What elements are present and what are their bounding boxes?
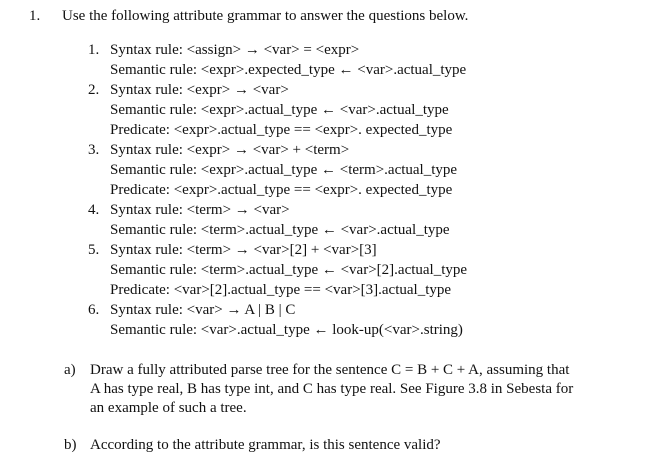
- part-a-line: A has type real, B has type int, and C has type real. See Figure 3.8 in Sebesta for: [90, 381, 574, 397]
- question-text: Use the following attribute grammar to answer the questions below.: [62, 8, 469, 24]
- part-b-line: According to the attribute grammar, is this sentence valid?: [90, 437, 441, 453]
- rule-line: Semantic rule: <expr>.actual_type ← <var>.actual_type: [110, 102, 449, 118]
- rule-line: Semantic rule: <term>.actual_type ← <var>[2].actual_type: [110, 262, 468, 278]
- rule-line: Semantic rule: <expr>.actual_type ← <term>.actual_type: [110, 162, 458, 178]
- rule-number: 5.: [88, 242, 100, 258]
- rule-line: Syntax rule: <term> → <var>: [110, 202, 290, 218]
- part-a-line: an example of such a tree.: [90, 400, 247, 416]
- part-a-label: a): [64, 362, 76, 378]
- rule-line: Syntax rule: <assign> → <var> = <expr>: [110, 42, 360, 58]
- rule-number: 6.: [88, 302, 100, 318]
- rule-line: Semantic rule: <expr>.expected_type ← <var>.actual_type: [110, 62, 467, 78]
- rule-line: Predicate: <expr>.actual_type == <expr>. expected_type: [110, 182, 453, 198]
- part-a-line: Draw a fully attributed parse tree for the sentence C = B + C + A, assuming that: [90, 362, 570, 378]
- rule-line: Predicate: <var>[2].actual_type == <var>[3].actual_type: [110, 282, 452, 298]
- rule-line: Syntax rule: <var> → A | B | C: [110, 302, 296, 318]
- rule-line: Syntax rule: <term> → <var>[2] + <var>[3]: [110, 242, 377, 258]
- rule-line: Semantic rule: <term>.actual_type ← <var>.actual_type: [110, 222, 450, 238]
- rule-number: 1.: [88, 42, 100, 58]
- rule-number: 2.: [88, 82, 100, 98]
- rule-line: Semantic rule: <var>.actual_type ← look-up(<var>.string): [110, 322, 463, 338]
- part-b-label: b): [64, 437, 77, 453]
- rule-line: Syntax rule: <expr> → <var>: [110, 82, 289, 98]
- rule-line: Predicate: <expr>.actual_type == <expr>. expected_type: [110, 122, 453, 138]
- rule-line: Syntax rule: <expr> → <var> + <term>: [110, 142, 350, 158]
- rule-number: 3.: [88, 142, 100, 158]
- question-number: 1.: [29, 8, 41, 24]
- rule-number: 4.: [88, 202, 100, 218]
